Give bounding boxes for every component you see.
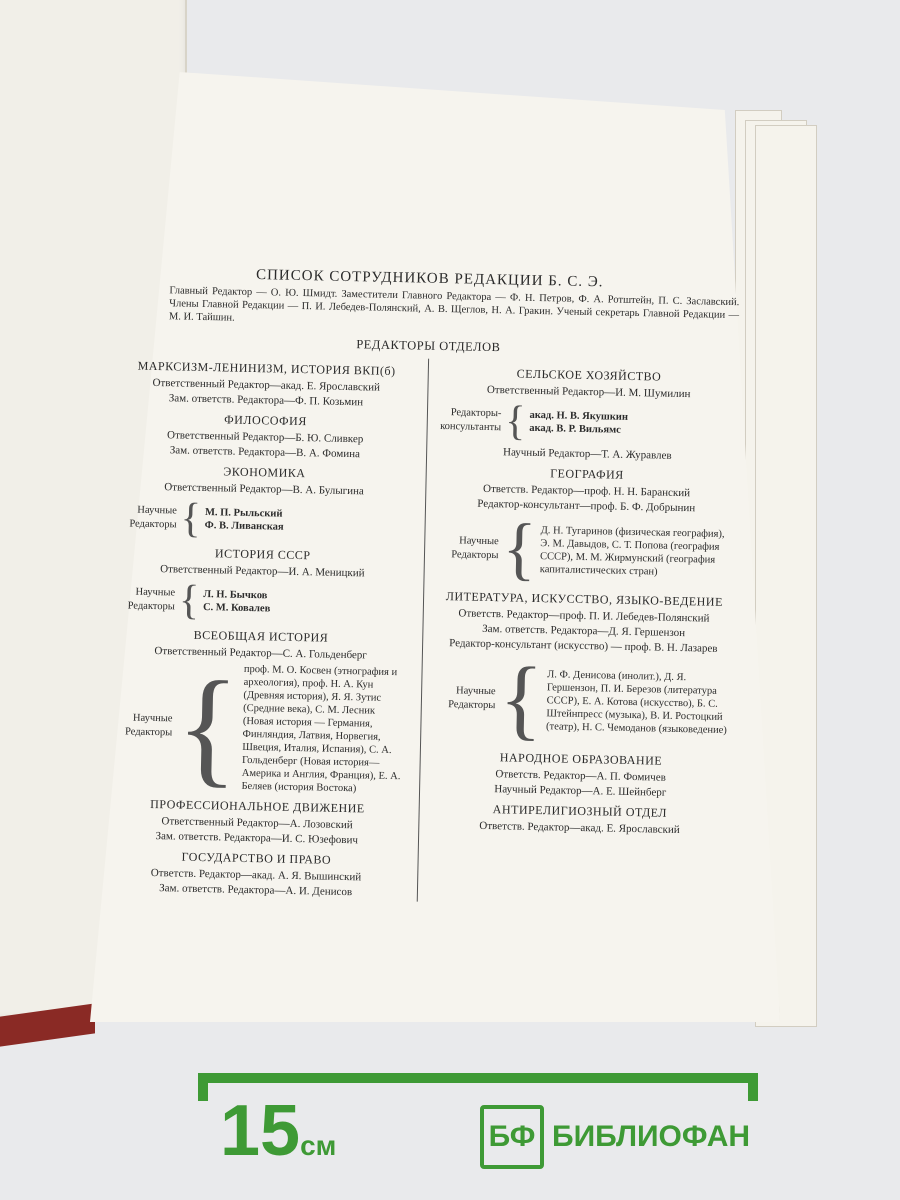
intro-paragraph: Главный Редактор — О. Ю. Шмидт. Заместители Главного Редактора — Ф. Н. Петров, Ф. А. Ротштейн, П. С. Заславский. Члены Главной Редакции — П. И. Лебедев-Полянский, А. В. Щеглов, Н. А. Гракин. Ученый секретарь Главной Редакции — М. И. Тайшин. bbox=[168, 285, 740, 324]
dept-line: Ответственный Редактор—И. М. Шумилин bbox=[486, 383, 691, 401]
dept-line: Зам. ответств. Редактора—И. С. Юзефович bbox=[155, 830, 359, 847]
ruler-tick-left bbox=[198, 1073, 208, 1101]
brace-icon: { bbox=[178, 577, 200, 624]
right-column bbox=[419, 359, 748, 909]
scale-ruler bbox=[198, 1073, 758, 1083]
dept-heading: ЛИТЕРАТУРА, ИСКУССТВО, ЯЗЫКО-ВЕДЕНИЕ bbox=[445, 589, 724, 609]
dept-line: Ответств. Редактор—акад. А. Я. Вышинский bbox=[150, 866, 362, 884]
editors-group bbox=[109, 654, 409, 800]
dept-heading: ФИЛОСОФИЯ bbox=[224, 412, 307, 429]
group-label: Научные Редакторы bbox=[129, 504, 177, 531]
brace-icon: { bbox=[180, 495, 202, 542]
group-body: акад. Н. В. Якушкин акад. В. Р. Вильямс bbox=[529, 409, 629, 436]
dept-line: Ответств. Редактор—акад. Е. Ярославский bbox=[479, 819, 680, 837]
dept-line: Ответственный Редактор—В. А. Булыгина bbox=[164, 481, 365, 498]
editors-group bbox=[113, 578, 411, 626]
dept-line: Ответственный Редактор—А. Лозовский bbox=[161, 815, 353, 832]
dept-line: Научный Редактор—Т. А. Журавлев bbox=[502, 446, 672, 462]
dept-heading: МАРКСИЗМ-ЛЕНИНИЗМ, ИСТОРИЯ ВКП(б) bbox=[137, 358, 396, 379]
dept-heading: ПРОФЕССИОНАЛЬНОЕ ДВИЖЕНИЕ bbox=[150, 796, 365, 816]
dept-line: Ответств. Редактор—проф. Н. Н. Баранский bbox=[482, 482, 691, 500]
group-label: Научные Редакторы bbox=[127, 586, 176, 613]
dept-heading: ГОСУДАРСТВО И ПРАВО bbox=[181, 849, 332, 867]
section-title: РЕДАКТОРЫ ОТДЕЛОВ bbox=[356, 337, 501, 355]
dept-line: Научный Редактор—А. Е. Шейнберг bbox=[494, 783, 667, 799]
dept-heading: ИСТОРИЯ СССР bbox=[214, 546, 311, 563]
dept-line: Редактор-консультант—проф. Б. Ф. Добрынин bbox=[477, 497, 696, 515]
group-label: Научные Редакторы bbox=[124, 712, 173, 739]
group-body: Л. Н. Бычков С. М. Ковалев bbox=[202, 589, 271, 615]
dept-line: Ответств. Редактор—проф. П. И. Лебедев-Полянский bbox=[458, 607, 710, 625]
group-body: Д. Н. Тугаринов (физическая география), Э. М. Давыдов, С. Т. Попова (география СССР), М. М. Жирмунский (география капиталистических стран) bbox=[539, 525, 725, 578]
dept-line: Зам. ответств. Редактора—Д. Я. Гершензон bbox=[482, 622, 686, 640]
editors-group bbox=[439, 399, 737, 447]
dept-line: Ответственный Редактор—С. А. Гольденберг bbox=[154, 645, 368, 662]
scale-unit: см bbox=[300, 1130, 337, 1161]
brace-icon: { bbox=[501, 510, 538, 588]
group-body: Л. Ф. Денисова (инолит.), Д. Я. Гершензон, П. И. Березов (литература СССР), Е. А. Котова (искусство), Б. С. Штейнпресс (музыка), В. И. Ростоцкий (театр), Н. С. Чемоданов (языковедение) bbox=[546, 668, 727, 736]
page-content bbox=[95, 265, 750, 978]
brace-icon: { bbox=[504, 398, 526, 445]
group-label: Научные Редакторы bbox=[451, 535, 499, 562]
scale-label bbox=[220, 1091, 337, 1182]
group-label: Научные Редакторы bbox=[448, 685, 496, 712]
dept-line: Редактор-консультант (искусство) — проф. В. Н. Лазарев bbox=[449, 637, 718, 655]
editors-group bbox=[433, 649, 732, 750]
dept-heading: НАРОДНОЕ ОБРАЗОВАНИЕ bbox=[499, 750, 663, 768]
page-title: СПИСОК СОТРУДНИКОВ РЕДАКЦИИ Б. С. Э. bbox=[255, 267, 604, 291]
dept-line: Зам. ответств. Редактора—А. И. Денисов bbox=[159, 882, 353, 899]
dept-heading: ЭКОНОМИКА bbox=[223, 464, 306, 481]
book-logo-icon: БФ bbox=[480, 1105, 544, 1169]
group-label: Редакторы-консультанты bbox=[440, 407, 502, 434]
dept-heading: ВСЕОБЩАЯ ИСТОРИЯ bbox=[193, 627, 329, 645]
brace-icon: { bbox=[498, 649, 544, 750]
dept-line: Ответств. Редактор—А. П. Фомичев bbox=[495, 768, 666, 784]
dept-line: Ответственный Редактор—акад. Е. Ярославский bbox=[152, 376, 381, 394]
logo-text: БИБЛИОФАН bbox=[552, 1120, 751, 1153]
editors-group bbox=[114, 496, 412, 544]
dept-line: Зам. ответств. Редактора—Ф. П. Козьмин bbox=[168, 392, 364, 409]
scale-value: 15 bbox=[220, 1091, 301, 1171]
dept-line: Зам. ответств. Редактора—В. А. Фомина bbox=[169, 444, 361, 461]
dept-heading: СЕЛЬСКОЕ ХОЗЯЙСТВО bbox=[516, 366, 662, 384]
dept-line: Ответственный Редактор—И. А. Меницкий bbox=[160, 563, 365, 580]
columns bbox=[97, 352, 748, 908]
brace-icon: { bbox=[174, 654, 241, 800]
group-body: М. П. Рыльский Ф. В. Ливанская bbox=[204, 507, 284, 533]
ruler-tick-right bbox=[748, 1073, 758, 1101]
left-column bbox=[97, 352, 426, 902]
editors-group bbox=[436, 510, 735, 589]
dept-heading: АНТИРЕЛИГИОЗНЫЙ ОТДЕЛ bbox=[492, 802, 668, 820]
group-body: проф. М. О. Косвен (этнография и археология), проф. Н. А. Кун (Древняя история), Я. Я. Зутис (Средние века), С. М. Лесник (Новая история — Германия, Финляндия, Латвия, Норвегия, Швеция, Италия, Испания), С. А. Гольденберг (Новая история—Америка и Англия, Франция), Е. А. Беляев (история Востока) bbox=[241, 663, 401, 795]
dept-heading: ГЕОГРАФИЯ bbox=[550, 466, 624, 482]
bibliofan-logo bbox=[480, 1105, 750, 1169]
dept-line: Ответственный Редактор—Б. Ю. Сливкер bbox=[166, 429, 364, 446]
